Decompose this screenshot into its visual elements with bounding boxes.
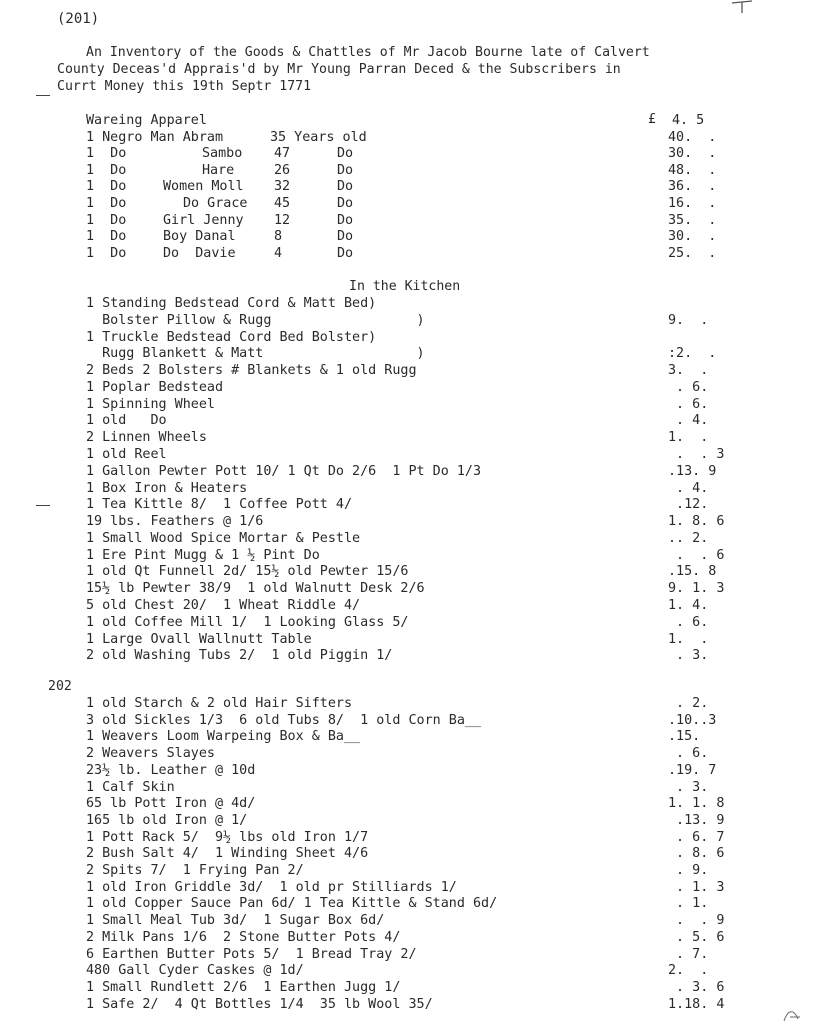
item-description: 15½ lb Pewter 38/9 1 old Walnutt Desk 2/6	[86, 581, 425, 597]
list-item	[0, 846, 823, 862]
item-description: 1 Gallon Pewter Pott 10/ 1 Qt Do 2/6 1 Pt Do 1/3	[86, 463, 482, 479]
page-number-top: (201)	[57, 11, 100, 27]
item-value: . 1. 3	[668, 879, 725, 895]
item-label: 1 Do	[86, 196, 127, 211]
list-item	[0, 497, 823, 513]
item-value: . 2.	[668, 696, 709, 711]
item-description: 1 Box Iron & Heaters	[86, 480, 248, 496]
item-value: . 6.	[668, 746, 709, 762]
item-value: 4. 5	[672, 113, 705, 128]
list-item	[0, 947, 823, 963]
item-description: 2 old Washing Tubs 2/ 1 old Piggin 1/	[86, 648, 393, 664]
list-item	[0, 796, 823, 812]
item-description: 1 Ere Pint Mugg & 1 ½ Pint Do	[86, 547, 320, 563]
list-item	[0, 514, 823, 530]
item-value: 30. .	[668, 146, 717, 162]
item-value: 9. 1. 3	[668, 581, 725, 597]
item-name: Sambo	[202, 146, 243, 162]
list-item	[0, 564, 823, 580]
list-item	[0, 780, 823, 796]
item-value: 25. .	[668, 245, 717, 261]
item-description: 1 Poplar Bedstead	[86, 379, 224, 395]
item-label: Wareing Apparel	[86, 113, 207, 128]
list-item	[0, 896, 823, 912]
item-name: Hare	[202, 162, 235, 178]
item-description: 19 lbs. Feathers @ 1/6	[86, 514, 264, 530]
item-value: . 7.	[668, 946, 709, 962]
item-description: 1 Weavers Loom Warpeing Box & Ba__	[86, 729, 361, 745]
item-description: Rugg Blankett & Matt )	[86, 346, 425, 362]
item-value: . 9.	[668, 863, 709, 878]
list-item	[0, 863, 823, 879]
item-ditto: Do	[337, 245, 354, 261]
section-heading-kitchen: In the Kitchen	[349, 279, 461, 294]
item-label: 1 Do	[86, 162, 127, 178]
item-ditto: Do	[337, 179, 354, 195]
item-age: 12	[274, 212, 291, 228]
item-value: 1. .	[668, 430, 709, 446]
item-description: Bolster Pillow & Rugg )	[86, 312, 425, 328]
item-value: .. 2.	[668, 530, 709, 546]
margin-mark	[36, 95, 50, 96]
item-age: 32	[274, 179, 291, 195]
item-name: Women Moll	[163, 179, 244, 195]
item-value: 36. .	[668, 179, 717, 195]
currency-mark: £	[648, 112, 656, 127]
item-value: . 3.	[668, 779, 709, 795]
item-description: 1 old Qt Funnell 2d/ 15½ old Pewter 15/6	[86, 564, 409, 580]
table-row	[0, 196, 823, 212]
item-value: 1. 8. 6	[668, 514, 725, 530]
item-value: . . 9	[668, 913, 725, 929]
item-label: 1 Do	[86, 229, 127, 245]
list-item	[0, 729, 823, 745]
item-label: 1 Negro Man Abram	[86, 129, 224, 145]
item-description: 2 Milk Pans 1/6 2 Stone Butter Pots 4/	[86, 929, 401, 945]
item-value: .15.	[668, 729, 701, 745]
item-label: 1 Do	[86, 179, 127, 195]
item-value: 1.18. 4	[668, 996, 725, 1012]
list-item	[0, 481, 823, 497]
item-description: 1 Truckle Bedstead Cord Bed Bolster)	[86, 329, 377, 345]
item-description: 6 Earthen Butter Pots 5/ 1 Bread Tray 2/	[86, 946, 417, 962]
item-value: .12.	[668, 497, 709, 513]
item-value: . 8. 6	[668, 846, 725, 862]
margin-mark	[36, 505, 50, 506]
item-value: 1. 1. 8	[668, 796, 725, 812]
item-value: 48. .	[668, 162, 717, 178]
item-description: 1 old Coffee Mill 1/ 1 Looking Glass 5/	[86, 614, 409, 630]
table-row	[0, 246, 823, 262]
intro-line: An Inventory of the Goods & Chattles of Mr Jacob Bourne late of Calvert	[86, 45, 650, 60]
item-description: 5 old Chest 20/ 1 Wheat Riddle 4/	[86, 598, 361, 614]
item-label: 1 Do	[86, 212, 127, 228]
item-description: 2 Bush Salt 4/ 1 Winding Sheet 4/6	[86, 846, 369, 862]
item-value: 2. .	[668, 963, 709, 979]
item-value: . . 3	[668, 447, 725, 463]
list-item	[0, 363, 823, 379]
list-item	[0, 413, 823, 429]
list-item	[0, 963, 823, 979]
list-item	[0, 913, 823, 929]
item-description: 1 Small Meal Tub 3d/ 1 Sugar Box 6d/	[86, 913, 385, 929]
item-description: 65 lb Pott Iron @ 4d/	[86, 796, 256, 812]
item-description: 1 Standing Bedstead Cord & Matt Bed)	[86, 296, 377, 311]
item-ditto: Do	[337, 162, 354, 178]
item-description: 2 Beds 2 Bolsters # Blankets & 1 old Rugg	[86, 363, 417, 379]
item-label: 1 Do	[86, 245, 127, 261]
item-age: 8	[274, 229, 283, 245]
item-value: 1. 4.	[668, 598, 709, 614]
list-item	[0, 930, 823, 946]
item-description: 2 Weavers Slayes	[86, 746, 215, 762]
intro-line: County Deceas'd Apprais'd by Mr Young Parran Deced & the Subscribers in	[57, 62, 621, 77]
list-item	[0, 296, 823, 312]
item-value: . 6.	[668, 379, 709, 395]
item-value: .13. 9	[668, 463, 717, 479]
list-item	[0, 598, 823, 614]
item-ditto: Do	[337, 146, 354, 162]
item-description: 1 Safe 2/ 4 Qt Bottles 1/4 35 lb Wool 35/	[86, 996, 433, 1012]
list-item	[0, 380, 823, 396]
table-row	[0, 163, 823, 179]
item-age: 35 Years old	[270, 129, 367, 145]
item-ditto: Do	[337, 229, 354, 245]
list-item	[0, 531, 823, 547]
item-value: .15. 8	[668, 564, 717, 580]
item-name: Do Grace	[183, 196, 248, 211]
item-name: Do Davie	[163, 245, 236, 261]
table-row	[0, 113, 823, 129]
item-value: :2. .	[668, 346, 717, 362]
item-value: .13. 9	[668, 812, 725, 828]
item-description: 2 Linnen Wheels	[86, 430, 207, 446]
item-value: 16. .	[668, 196, 717, 211]
item-description: 3 old Sickles 1/3 6 old Tubs 8/ 1 old Corn Ba__	[86, 712, 482, 728]
item-description: 1 old Do	[86, 413, 167, 429]
item-value: . 3. 6	[668, 979, 725, 995]
list-item	[0, 330, 823, 346]
item-value: . 1.	[668, 896, 709, 912]
item-ditto: Do	[337, 212, 354, 228]
corner-mark-icon	[730, 0, 754, 14]
item-age: 26	[274, 162, 291, 178]
list-item	[0, 813, 823, 829]
item-label: 1 Do	[86, 146, 127, 162]
item-value: . 6.	[668, 614, 709, 630]
item-value: . 5. 6	[668, 929, 725, 945]
item-age: 45	[274, 196, 291, 211]
item-value: 1. .	[668, 631, 709, 647]
item-description: 165 lb old Iron @ 1/	[86, 812, 248, 828]
list-item	[0, 581, 823, 597]
list-item	[0, 548, 823, 564]
list-item	[0, 430, 823, 446]
table-row	[0, 146, 823, 162]
item-value: . . 6	[668, 547, 725, 563]
item-description: 1 Pott Rack 5/ 9½ lbs old Iron 1/7	[86, 829, 369, 845]
list-item	[0, 346, 823, 362]
item-name: Girl Jenny	[163, 212, 244, 228]
item-description: 1 Calf Skin	[86, 779, 175, 795]
list-item	[0, 696, 823, 712]
item-value: 40. .	[668, 129, 717, 145]
table-row	[0, 130, 823, 146]
list-item	[0, 648, 823, 664]
list-item	[0, 464, 823, 480]
item-value: 30. .	[668, 229, 717, 245]
table-row	[0, 229, 823, 245]
item-value: . 4.	[668, 413, 709, 429]
list-item	[0, 746, 823, 762]
list-item	[0, 980, 823, 996]
item-description: 1 old Iron Griddle 3d/ 1 old pr Stilliards 1/	[86, 879, 457, 895]
item-value: . 6. 7	[668, 829, 725, 845]
list-item	[0, 397, 823, 413]
item-description: 1 Large Ovall Wallnutt Table	[86, 631, 312, 647]
item-ditto: Do	[337, 196, 354, 211]
list-item	[0, 763, 823, 779]
list-item	[0, 615, 823, 631]
list-item	[0, 997, 823, 1013]
table-row	[0, 179, 823, 195]
item-description: 480 Gall Cyder Caskes @ 1d/	[86, 963, 304, 979]
item-value: 9. .	[668, 312, 709, 328]
item-description: 1 Spinning Wheel	[86, 396, 215, 412]
item-description: 1 old Starch & 2 old Hair Sifters	[86, 696, 353, 711]
list-item	[0, 830, 823, 846]
item-description: 1 Tea Kittle 8/ 1 Coffee Pott 4/	[86, 497, 353, 513]
item-value: . 4.	[668, 480, 709, 496]
item-description: 23½ lb. Leather @ 10d	[86, 762, 256, 778]
item-age: 47	[274, 146, 291, 162]
item-description: 1 Small Rundlett 2/6 1 Earthen Jugg 1/	[86, 979, 401, 995]
list-item	[0, 713, 823, 729]
item-name: Boy Danal	[163, 229, 236, 245]
item-value: 35. .	[668, 212, 717, 228]
item-value: .10..3	[668, 712, 717, 728]
scribble-icon	[780, 1005, 806, 1023]
item-value: . 6.	[668, 396, 709, 412]
list-item	[0, 880, 823, 896]
item-value: . 3.	[668, 648, 709, 664]
item-age: 4	[274, 245, 283, 261]
item-value: 3. .	[668, 363, 709, 379]
item-description: 1 old Reel	[86, 447, 167, 463]
item-value: .19. 7	[668, 762, 717, 778]
item-description: 1 old Copper Sauce Pan 6d/ 1 Tea Kittle & Stand 6d/	[86, 896, 498, 912]
list-item	[0, 447, 823, 463]
table-row	[0, 213, 823, 229]
list-item	[0, 313, 823, 329]
list-item	[0, 632, 823, 648]
item-description: 2 Spits 7/ 1 Frying Pan 2/	[86, 863, 304, 878]
item-description: 1 Small Wood Spice Mortar & Pestle	[86, 530, 361, 546]
intro-line: Currt Money this 19th Septr 1771	[57, 79, 312, 94]
page-number-mid: 202	[48, 679, 72, 694]
